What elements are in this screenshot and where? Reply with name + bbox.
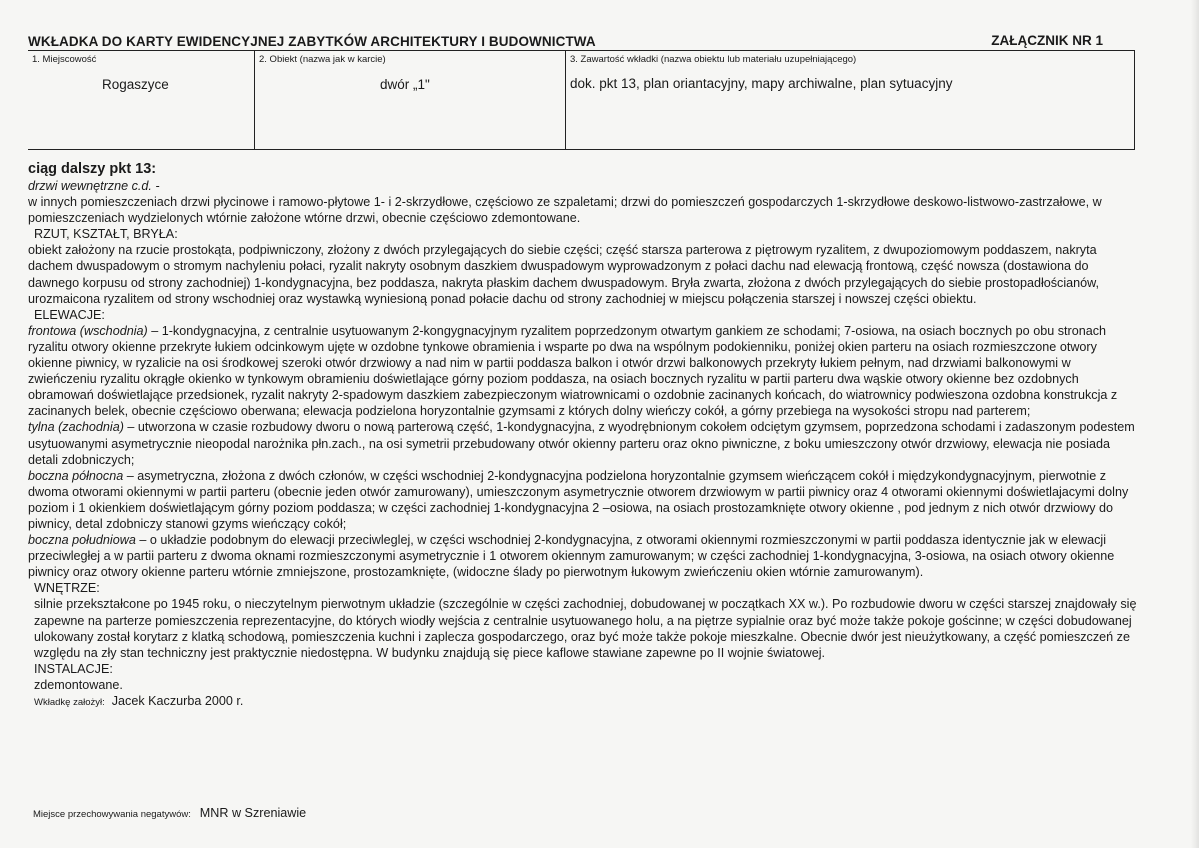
north-elevation-label: boczna północna [28,468,124,483]
field-contents [565,51,1135,149]
body-text [28,161,1140,711]
south-elevation-text: – o układzie podobnym do elewacji przeciwleglej, w części wschodniej 2-kondygnacyjna, z otworami okiennymi rozmieszczonymi w partii poddasza identycznie jak w elewacji przeciwległej a w partii parteru z dwoma oknami rozmieszczonymi asymetrycznie i 1 otworem okiennym zamurowanym; w części zachodniej 1-kondygnacyjna, 3-osiowa, na osiach otwory okienne piwnicy oraz otwory okienne parteru wtórnie zmniejszone, prostozamknięte, (widoczne ślady po pierwotnym łukowym zwieńczeniu okien wtórnie zamurowanym). [28,533,1115,580]
author-line [28,693,1140,711]
north-elevation-text: – asymetryczna, złożona z dwóch członów, w części wschodniej 2-kondygnacyjna podzielona horyzontalnie gzymsem wieńczącem cokół i międzykondygnacyjnym, pierwotnie z dwoma otworami okiennymi w partii parteru (obecnie jeden otwór zamurowany), umieszczonym asymetrycznie otworem drzwiowym w partii piwnicy oraz 4 otworami okiennymi doświetlajacymi dolny poziom i 1 okienkiem doświetlającym górny poziom poddasza; w części zachodniej 1-kondygnacyjna 2 –osiowa, na osiach prostozamknięte otwory okienne , pod jednym z nich otwór drzwiowy do piwnicy, detal zdobniczy stanowi gzyms wieńczący cokół; [28,468,1129,531]
form-title: WKŁADKA DO KARTY EWIDENCYJNEJ ZABYTKÓW ARCHITEKTURY I BUDOWNICTWA [28,34,596,49]
field-contents-value: dok. pkt 13, plan oriantacyjny, mapy archiwalne, plan sytuacyjny [570,76,953,91]
scan-edge-shadow [1191,0,1199,848]
author-value: Jacek Kaczurba 2000 r. [111,694,244,708]
field-contents-label: 3. Zawartość wkładki (nazwa obiektu lub materiału uzupełniającego) [570,54,857,65]
rear-elevation-paragraph [28,419,1140,467]
field-object-value: dwór „1" [380,77,430,92]
north-elevation-paragraph [28,468,1140,532]
section-heading: ciąg dalszy pkt 13: [28,161,157,177]
interior-paragraph: silnie przekształcone po 1945 roku, o nieczytelnym pierwotnym układzie (szczególnie w części zachodniej, dobudowanej w początkach XX w.). Po rozbudowie dworu w części starszej znajdowały się zapewne na parterze pomieszczenia reprezentacyjne, do których wiodły wejścia z centralnie usytuowanego holu, a na piętrze sypialnie oraz być może także pokoje gościnne; w części dobudowanej ulokowany został korytarz z klatką schodową, pomieszczenia kuchni i zaplecza gospodarczego, oraz być może także pokoje mieszkalne. Obecnie dwór jest nieużytkowany, a część pomieszczeń ze względu na zły stan techniczny jest praktycznie niedostępna. W budynku znajdują się piece kaflowe stawiane zapewne po II wojnie światowej. [34,597,1137,660]
front-elevation-paragraph [28,323,1140,420]
annex-label: ZAŁĄCZNIK NR 1 [991,33,1103,48]
installations-title: INSTALACJE: [34,661,113,676]
doors-paragraph: w innych pomieszczeniach drzwi płycinowe i ramowo-płytowe 1- i 2-skrzydłowe, częściowo ze szpaletami; drzwi do pomieszczeń gospodarczych 1-skrzydłowe deskowo-listwowo-zastrzałowe, w pomieszczeniach wydzielonych wtórnie założone wtórne drzwi, obecnie częściowo zdemontowane. [28,195,1102,226]
elevations-title: ELEWACJE: [34,307,105,322]
front-elevation-text: – 1-kondygnacyjna, z centralnie usytuowanym 2-kongygnacyjnym ryzalitem poprzedzonym otwartym gankiem ze schodami; 7-osiowa, na osiach bocznych po obu stronach ryzalitu otwory okienne przekryte łukiem odcinkowym ujęte w ozdobne tynkowe obramienia i wsparte po dwa na wspólnym podokienniku, poniżej okien parteru na osiach rozmieszczone otwory okienne piwnicy, w ryzalicie na osi środkowej szeroki otwór drzwiowy a nad nim w partii poddasza balkon i otwór drzwi balkonowych przekryty łukiem pełnym, nad drzwiami balkonowymi w zwieńczeniu ryzalitu okrągłe okienko w tynkowym obramieniu doświetlające górny poziom poddasza, na osiach bocznych ryzalitu w partii parteru dwa wąskie otwory okienne bez ozdobnych obramowań doświetlające przedsionek, ryzalit nakryty 2-spadowym daszkiem zabezpieczonym wiatrownicami o ozdobnie zacinanych końcach, do wiatrownicy podwieszona ozdobna konstrukcja z zacinanych belek, obecnie częściowo oberwana; elewacja podzielona horyzontalnie gzymsami z których dolny wieńczy cokół, a górny przebiega na wysokości stropu nad parterem; [28,323,1118,419]
installations-paragraph: zdemontowane. [34,677,123,692]
field-object [254,51,565,149]
field-locality-label: 1. Miejscowość [32,54,97,65]
negatives-storage-value: MNR w Szreniawie [199,806,307,820]
doors-title: drzwi wewnętrzne c.d. - [28,179,160,193]
shape-title: RZUT, KSZTAŁT, BRYŁA: [34,227,178,242]
rear-elevation-text: – utworzona w czasie rozbudowy dworu o nową parterową część, 1-kondygnacyjna, z wyodrębnionym cokołem odciętym gzymsem, poprzedzona schodami i zadaszonym podestem usytuowanymi asymetrycznie nieopodal narożnika płn.zach., na osi symetrii przebudowany otwór okienny parteru oraz okno piwniczne, z boku umieszczony otwór drzwiowy, elewacja nie posiada detali zdobniczych; [28,420,1135,467]
field-object-label: 2. Obiekt (nazwa jak w karcie) [259,54,386,65]
field-locality-value: Rogaszyce [102,77,169,92]
author-label: Wkładkę założył: [34,697,105,708]
form-header-table [28,50,1135,150]
interior-title: WNĘTRZE: [34,581,100,596]
south-elevation-paragraph [28,532,1140,580]
rear-elevation-label: tylna (zachodnia) [28,420,124,435]
south-elevation-label: boczna południowa [28,533,136,548]
front-elevation-label: frontowa (wschodnia) [28,323,148,338]
field-locality [28,51,254,149]
negatives-storage-line [33,804,306,822]
shape-paragraph: obiekt założony na rzucie prostokąta, podpiwniczony, złożony z dwóch przylegających do siebie części; część starsza parterowa z piętrowym ryzalitem, z dwupoziomowym poddaszem, nakryta dachem dwuspadowym o stromym nachyleniu połaci, ryzalit nakryty osobnym daszkiem dwuspadowym wyprowadzonym z połaci dachu nad elewacją frontową, część nowsza (dostawiona do dawnego korpusu od strony zachodniej) 1-kondygnacyjna, bez poddasza, nakryta płaskim dachem dwuspadowym. Bryła zwarta, złożona z dwóch przylegających do siebie prostopadłościanów, urozmaicona ryzalitem od strony wschodniej oraz wystawką wyniesioną ponad połacie dachu od strony zachodniej w miejscu połączenia starszej i nowszej części obiektu. [28,243,1100,306]
negatives-storage-label: Miejsce przechowywania negatywów: [33,809,191,820]
